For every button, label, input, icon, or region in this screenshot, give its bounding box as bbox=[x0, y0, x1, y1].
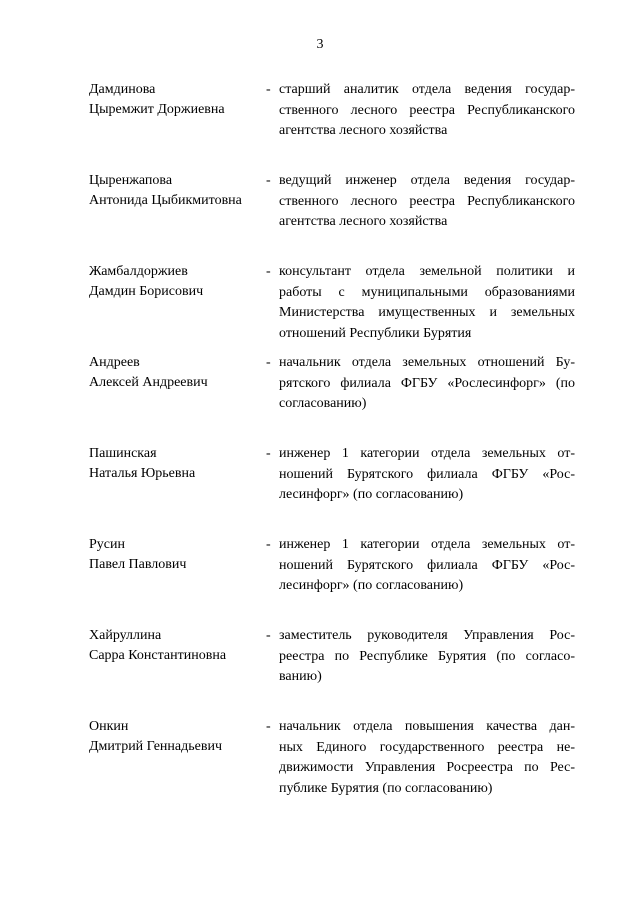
separator-dash: - bbox=[266, 537, 271, 552]
member-surname: Русин bbox=[89, 537, 125, 552]
member-surname: Жамбалдоржиев bbox=[89, 264, 188, 279]
position-line: ных Единого государственного реестра не- bbox=[279, 739, 575, 755]
position-line: агентства лесного хозяйства bbox=[279, 123, 448, 138]
member-surname: Онкин bbox=[89, 719, 129, 734]
member-entry bbox=[0, 626, 640, 717]
page-number: 3 bbox=[316, 37, 324, 52]
member-entry bbox=[0, 444, 640, 535]
member-given-names: Дамдин Борисович bbox=[89, 284, 204, 299]
separator-dash: - bbox=[266, 446, 271, 461]
member-position bbox=[279, 626, 575, 688]
member-entry bbox=[0, 535, 640, 626]
separator-dash: - bbox=[266, 355, 271, 370]
member-surname: Андреев bbox=[89, 355, 140, 370]
member-entry bbox=[0, 171, 640, 262]
member-name bbox=[89, 626, 264, 666]
separator-dash: - bbox=[266, 264, 271, 279]
position-line: инженер 1 категории отдела земельных от- bbox=[279, 446, 575, 461]
member-given-names: Дмитрий Геннадьевич bbox=[89, 739, 222, 754]
member-given-names: Антонида Цыбикмитовна bbox=[89, 193, 242, 208]
member-name bbox=[89, 171, 264, 211]
position-line: лесинфорг» (по согласованию) bbox=[279, 578, 464, 593]
member-name bbox=[89, 717, 264, 757]
position-line: консультант отдела земельной политики и bbox=[279, 264, 575, 279]
position-line: работы с муниципальными образованиями bbox=[279, 284, 575, 300]
position-line: Министерства имущественных и земельных bbox=[279, 305, 575, 320]
member-given-names: Цыремжит Доржиевна bbox=[89, 102, 225, 117]
separator-dash: - bbox=[266, 82, 271, 97]
position-line: агентства лесного хозяйства bbox=[279, 214, 448, 229]
position-line: начальник отдела повышения качества дан- bbox=[279, 719, 575, 734]
position-line: ношений Бурятского филиала ФГБУ «Рос- bbox=[279, 466, 575, 482]
member-name bbox=[89, 262, 264, 302]
position-line: инженер 1 категории отдела земельных от- bbox=[279, 537, 575, 552]
position-line: отношений Республики Бурятия bbox=[279, 325, 472, 341]
member-position bbox=[279, 717, 575, 799]
member-surname: Дамдинова bbox=[89, 82, 156, 97]
position-line: ственного лесного реестра Республиканского bbox=[279, 193, 575, 209]
position-line: заместитель руководителя Управления Рос- bbox=[279, 628, 575, 643]
position-line: движимости Управления Росреестра по Рес- bbox=[279, 760, 575, 775]
member-surname: Пашинская bbox=[89, 446, 157, 461]
member-position bbox=[279, 353, 575, 415]
position-line: лесинфорг» (по согласованию) bbox=[279, 487, 464, 502]
position-line: согласованию) bbox=[279, 396, 367, 411]
member-name bbox=[89, 444, 264, 484]
member-position bbox=[279, 262, 575, 344]
position-line: старший аналитик отдела ведения государ- bbox=[279, 82, 575, 97]
separator-dash: - bbox=[266, 628, 271, 643]
member-given-names: Сарра Константиновна bbox=[89, 648, 227, 663]
position-line: реестра по Республике Бурятия (по согласо- bbox=[279, 648, 575, 664]
position-line: ведущий инженер отдела ведения государ- bbox=[279, 173, 575, 188]
position-line: ванию) bbox=[279, 669, 322, 684]
separator-dash: - bbox=[266, 173, 271, 188]
member-name bbox=[89, 353, 264, 393]
member-surname: Хайруллина bbox=[89, 628, 162, 643]
member-list bbox=[0, 80, 640, 808]
member-given-names: Павел Павлович bbox=[89, 557, 187, 572]
position-line: рятского филиала ФГБУ «Рослесинфорг» (по bbox=[279, 375, 575, 391]
member-given-names: Наталья Юрьевна bbox=[89, 466, 196, 481]
member-position bbox=[279, 535, 575, 597]
member-given-names: Алексей Андреевич bbox=[89, 375, 208, 390]
position-line: ношений Бурятского филиала ФГБУ «Рос- bbox=[279, 557, 575, 573]
member-entry bbox=[0, 353, 640, 444]
separator-dash: - bbox=[266, 719, 271, 734]
member-position bbox=[279, 444, 575, 506]
member-position bbox=[279, 171, 575, 233]
member-surname: Цыренжапова bbox=[89, 173, 173, 188]
member-entry bbox=[0, 262, 640, 353]
member-position bbox=[279, 80, 575, 142]
position-line: ственного лесного реестра Республиканского bbox=[279, 102, 575, 118]
member-entry bbox=[0, 717, 640, 808]
member-name bbox=[89, 535, 264, 575]
member-name bbox=[89, 80, 264, 120]
member-entry bbox=[0, 80, 640, 171]
position-line: публике Бурятия (по согласованию) bbox=[279, 780, 493, 796]
position-line: начальник отдела земельных отношений Бу- bbox=[279, 355, 575, 370]
